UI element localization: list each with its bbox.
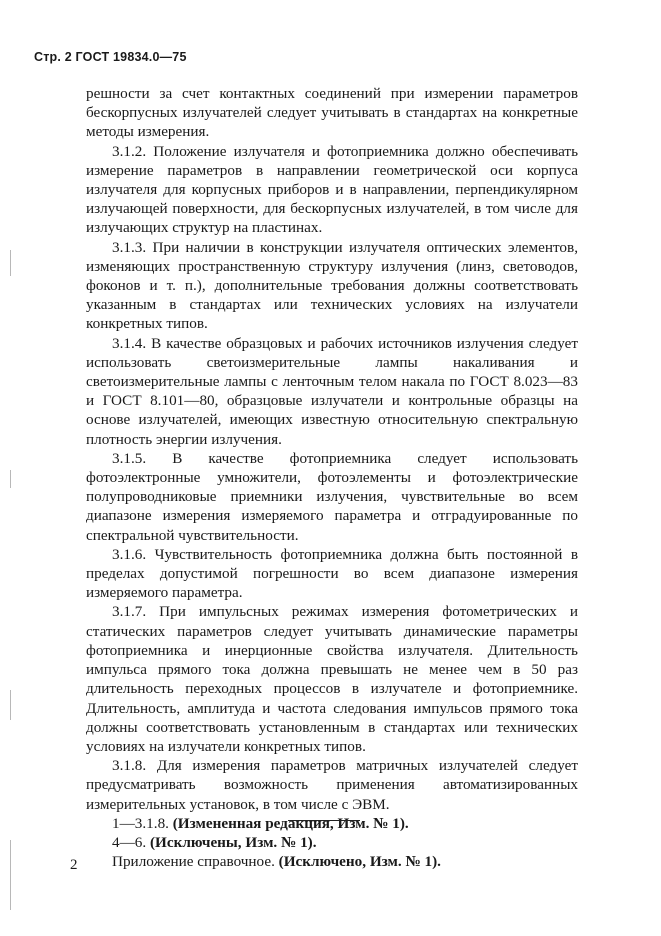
scan-margin-mark [10, 250, 11, 276]
paragraph-3-1-3: 3.1.3. При наличии в конструкции излучателя оптических элементов, изменяющих пространственную структуру излучения (линз, световодов, фоконов и т. п.), дополнительные требования должны соответствовать указанным в стандартах или технических условиях на излучатели конкретных типов. [86, 238, 578, 333]
paragraph-3-1-4: 3.1.4. В качестве образцовых и рабочих источников излучения следует использовать светоизмерительные лампы накаливания и светоизмерительные лампы с ленточным телом накала по ГОСТ 8.023—83 и ГОСТ 8.101—80, образцовые излучатели и контрольные образцы на основе излучателей, имеющих известную относительную спектральную плотность энергии излучения. [86, 334, 578, 448]
amendment-note-1-status: (Измененная редакция, Изм. № 1). [172, 814, 409, 832]
amendment-note-1 [86, 814, 578, 833]
amendment-note-2-ref: 4—6. [112, 833, 147, 851]
paragraph-3-1-5: 3.1.5. В качестве фотоприемника следует использовать фотоэлектронные умножители, фотоэлементы и фотоэлектрические полупроводниковые приемники излучения, чувствительные во всем диапазоне измерения измеряемого параметра и отградуированные по спектральной чувствительности. [86, 449, 578, 544]
amendment-note-2 [86, 833, 578, 852]
paragraph-3-1-2: 3.1.2. Положение излучателя и фотоприемника должно обеспечивать измерение параметров в направлении геометрической оси корпуса излучателя для корпусных приборов и в направлении, перпендикулярном излучающей поверхности, для бескорпусных излучателей, в том числе для излучающих структур на пластинах. [86, 142, 578, 237]
end-divider [288, 820, 360, 821]
amendment-note-3-status: (Исключено, Изм. № 1). [278, 853, 441, 871]
amendment-note-3 [86, 852, 578, 871]
paragraph-3-1-6: 3.1.6. Чувствительность фотоприемника должна быть постоянной в пределах допустимой погрешности во всем диапазоне измерения измеряемого параметра. [86, 545, 578, 602]
amendment-note-1-ref: 1—3.1.8. [112, 814, 169, 832]
page-number: 2 [70, 857, 78, 873]
amendment-note-2-status: (Исключены, Изм. № 1). [149, 833, 317, 851]
scan-margin-mark [10, 840, 11, 910]
paragraph-3-1-7: 3.1.7. При импульсных режимах измерения фотометрических и статических параметров следует учитывать динамические параметры фотоприемника и инерционные свойства излучателя. Длительность импульса прямого тока должна превышать не менее чем в 50 раз длительность переходных процессов в излучателе и фотоприемнике. Длительность, амплитуда и частота следования импульсов прямого тока должны соответствовать установленным в стандартах или технических условиях на излучатели конкретных типов. [86, 603, 578, 755]
scan-margin-mark [10, 690, 11, 720]
paragraph-3-1-8: 3.1.8. Для измерения параметров матричных излучателей следует предусматривать возможность применения автоматизированных измерительных установок, в том числе с ЭВМ. [86, 757, 578, 813]
scan-margin-mark [10, 470, 11, 488]
page-header: Стр. 2 ГОСТ 19834.0—75 [34, 50, 187, 64]
paragraph-continuation: решности за счет контактных соединений при измерении параметров бескорпусных излучателей следует учитывать в стандартах на конкретные методы измерения. [86, 85, 578, 141]
document-body [86, 84, 578, 871]
amendment-note-3-ref: Приложение справочное. [112, 853, 275, 871]
